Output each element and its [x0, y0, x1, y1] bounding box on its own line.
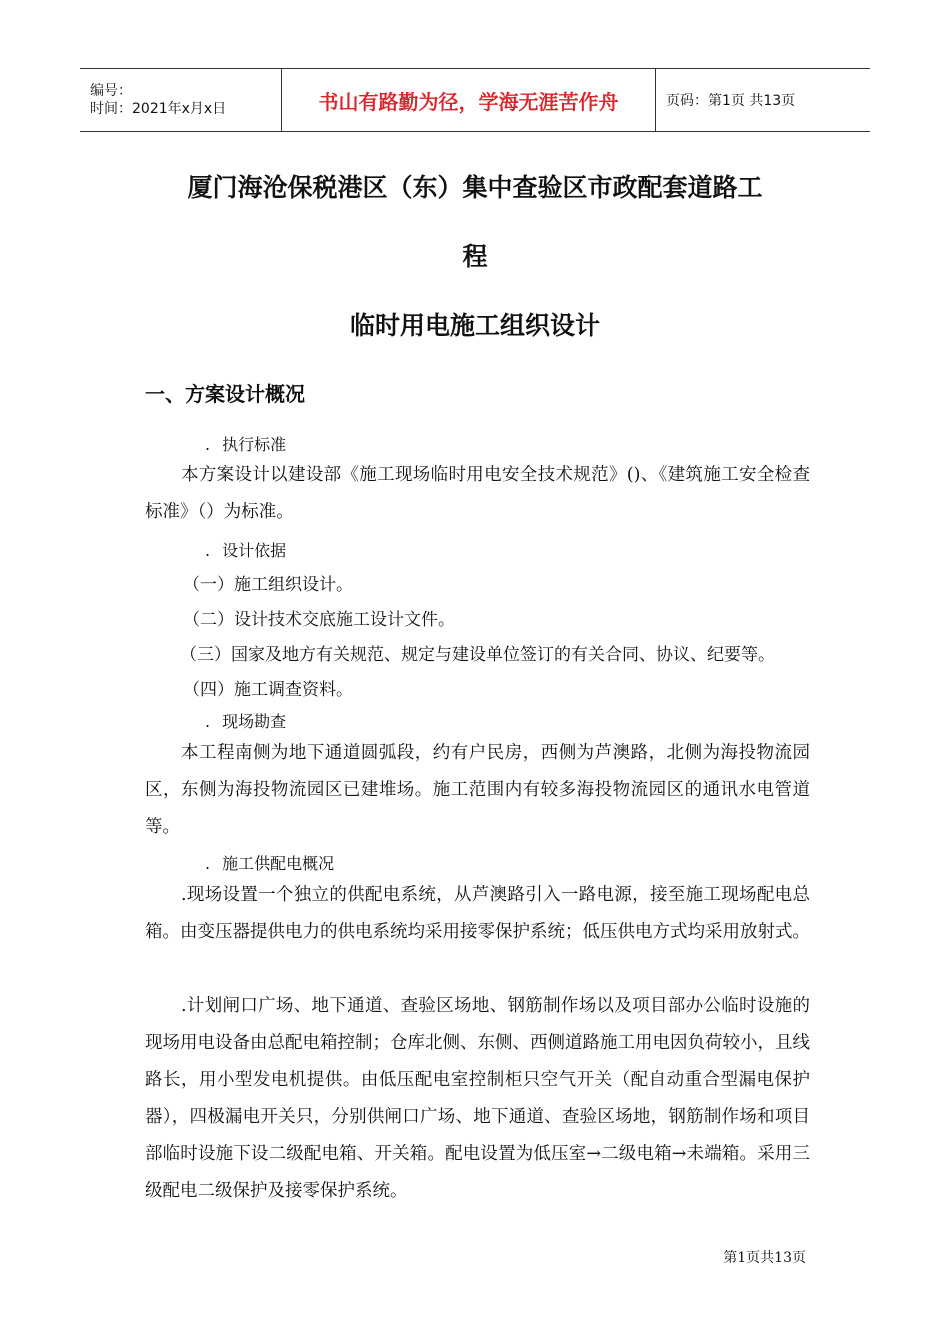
basis-item: （二）设计技术交底施工设计文件。	[183, 610, 455, 630]
basis-item: （四）施工调查资料。	[183, 680, 353, 700]
time-label: 时间：2021年x月x日	[90, 101, 227, 117]
header-table	[80, 68, 870, 132]
header-motto: 书山有路勤为径，学海无涯苦作舟	[282, 69, 656, 131]
doc-title-line-2: 程	[462, 242, 488, 271]
paragraph-power-system: .现场设置一个独立的供配电系统，从芦澳路引入一路电源，接至施工现场配电总箱。由变压器提供电力的供电系统均采用接零保护系统；低压供电方式均采用放射式。	[145, 885, 810, 942]
header-page-info: 页码：第1页 共13页	[666, 93, 796, 109]
subheading-basis	[205, 538, 286, 561]
doc-title-line-1: 厦门海沧保税港区（东）集中查验区市政配套道路工	[187, 173, 763, 202]
paragraph-survey: 本工程南侧为地下通道圆弧段，约有户民房，西侧为芦澳路，北侧为海投物流园区，东侧为海投物流园区已建堆场。施工范围内有较多海投物流园区的通讯水电管道等。	[145, 743, 810, 837]
header-meta-cell	[80, 69, 282, 131]
subheading-bullet: .	[205, 854, 211, 873]
subheading-bullet: .	[205, 541, 211, 560]
subheading-survey	[205, 709, 286, 732]
subheading-bullet: .	[205, 712, 211, 731]
subheading-label: 执行标准	[222, 435, 287, 454]
subheading-label: 设计依据	[222, 541, 287, 560]
basis-item: （一）施工组织设计。	[183, 575, 353, 595]
footer-page-number: 第1页共13页	[723, 1250, 806, 1266]
subheading-label: 现场勘查	[222, 712, 287, 731]
paragraph-standards: 本方案设计以建设部《施工现场临时用电安全技术规范》()、《建筑施工安全检查标准》（）为标准。	[145, 465, 810, 522]
subheading-power-supply	[205, 851, 334, 874]
subheading-standards	[205, 432, 286, 455]
subheading-bullet: .	[205, 435, 211, 454]
subheading-label: 施工供配电概况	[222, 854, 335, 873]
section-heading-overview: 一、方案设计概况	[145, 382, 305, 406]
doc-title-line-3: 临时用电施工组织设计	[349, 311, 600, 340]
paragraph-power-distribution: .计划闸口广场、地下通道、查验区场地、钢筋制作场以及项目部办公临时设施的现场用电设备由总配电箱控制；仓库北侧、东侧、西侧道路施工用电因负荷较小，且线路长，用小型发电机提供。由低压配电室控制柜只空气开关（配自动重合型漏电保护器），四极漏电开关只，分别供闸口广场、地下通道、查验区场地，钢筋制作场和项目部临时设施下设二级配电箱、开关箱。配电设置为低压室→二级电箱→未端箱。采用三级配电二级保护及接零保护系统。	[145, 996, 810, 1201]
basis-item: （三）国家及地方有关规范、规定与建设单位签订的有关合同、协议、纪要等。	[180, 645, 775, 665]
number-label: 编号：	[90, 83, 132, 99]
